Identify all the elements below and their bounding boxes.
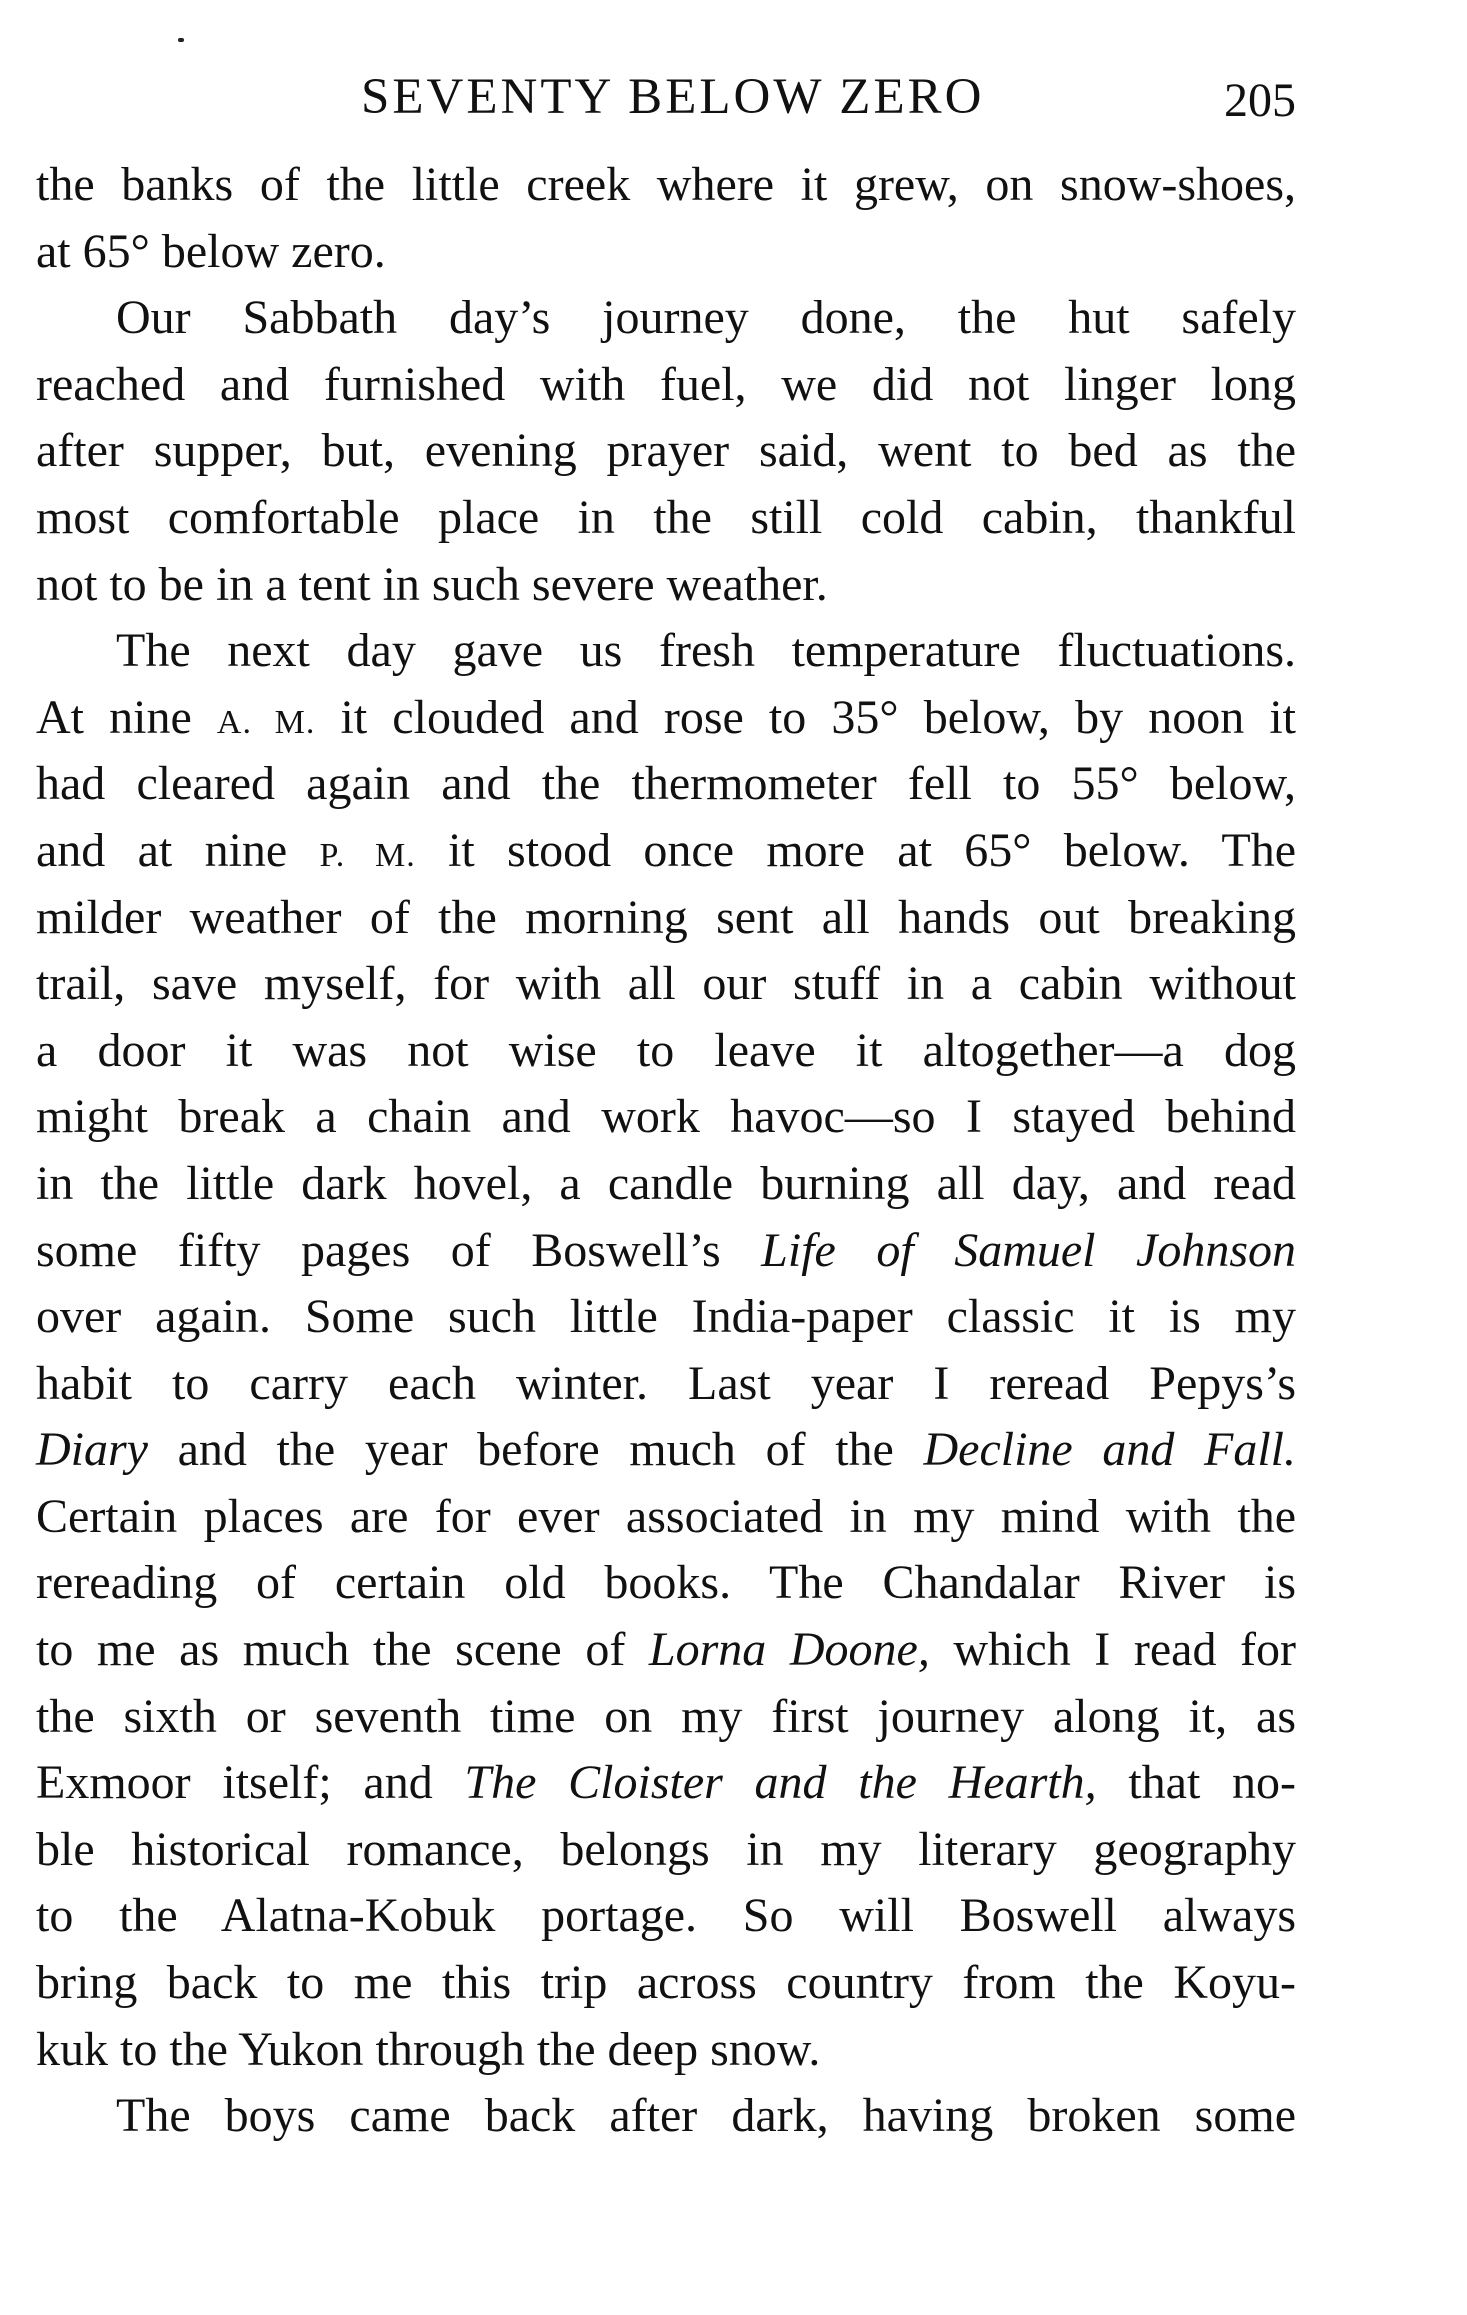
text-line [36,1417,1296,1484]
text-line: Certain places are for ever associated in my mind with the [36,1489,1296,1543]
text-line: trail, save myself, for with all our stuff in a cabin without [36,957,1296,1011]
text-fragment: which I read for [929,1623,1297,1677]
text-fragment: it stood once more at 65° below. The [415,823,1297,877]
text-fragment: it clouded and rose to 35° below, by noon it [315,690,1297,744]
text-line: a door it was not wise to leave it altogether—a dog [36,1023,1296,1077]
text-line [36,1617,1296,1684]
text-line: reached and furnished with fuel, we did not linger long [36,357,1296,411]
small-caps-time: A. M. [216,703,316,741]
text-line: rereading of certain old books. The Chandalar River is [36,1556,1296,1610]
book-title: Diary [36,1423,148,1477]
text-line [36,1750,1296,1817]
text-fragment: to me as much the scene of [36,1623,649,1677]
book-title: Life of Samuel Johnson [761,1223,1296,1277]
page-header [36,62,1296,132]
text-line: the sixth or seventh time on my first journey along it, as [36,1689,1296,1743]
book-title: The Cloister and the Hearth, [464,1756,1097,1810]
text-line: The next day gave us fresh temperature fluctuations. [116,624,1296,678]
text-line [36,818,1296,885]
text-line: most comfortable place in the still cold cabin, thankful [36,490,1296,544]
text-line [36,1218,1296,1285]
text-fragment: and at nine [36,823,320,877]
text-line: Our Sabbath day’s journey done, the hut safely [116,291,1296,345]
body-text [36,152,1296,2150]
running-head: SEVENTY BELOW ZERO [361,69,985,125]
text-line: bring back to me this trip across country from the Koyu- [36,1956,1296,2010]
text-line: had cleared again and the thermometer fell to 55° below, [36,757,1296,811]
page-number: 205 [1224,74,1296,127]
text-line: The boys came back after dark, having broken some [116,2089,1296,2143]
text-line: in the little dark hovel, a candle burning all day, and read [36,1156,1296,1210]
text-fragment: and the year before much of the [147,1423,924,1477]
text-fragment: that no- [1096,1756,1297,1810]
text-line: the banks of the little creek where it grew, on snow-shoes, [36,158,1296,211]
text-line: might break a chain and work havoc—so I stayed behind [36,1090,1296,1144]
text-line: over again. Some such little India-paper classic it is my [36,1290,1296,1344]
text-line: milder weather of the morning sent all hands out breaking [36,890,1296,944]
text-line: at 65° below zero. [36,224,386,278]
text-line: kuk to the Yukon through the deep snow. [36,2022,821,2076]
text-line: after supper, but, evening prayer said, went to bed as the [36,424,1296,478]
book-title: Decline and Fall. [923,1423,1296,1477]
text-line: habit to carry each winter. Last year I reread Pepys’s [36,1356,1296,1410]
text-line: to the Alatna-Kobuk portage. So will Boswell always [36,1889,1296,1943]
small-caps-time: P. M. [319,836,416,874]
book-title: Lorna Doone, [648,1623,930,1677]
text-fragment: some fifty pages of Boswell’s [36,1223,762,1277]
text-line: not to be in a tent in such severe weather. [36,557,828,611]
text-fragment: Exmoor itself; and [36,1756,465,1810]
print-speck [178,38,184,42]
text-fragment: At nine [36,690,217,744]
text-line [36,685,1296,752]
text-line: ble historical romance, belongs in my literary geography [36,1822,1296,1876]
